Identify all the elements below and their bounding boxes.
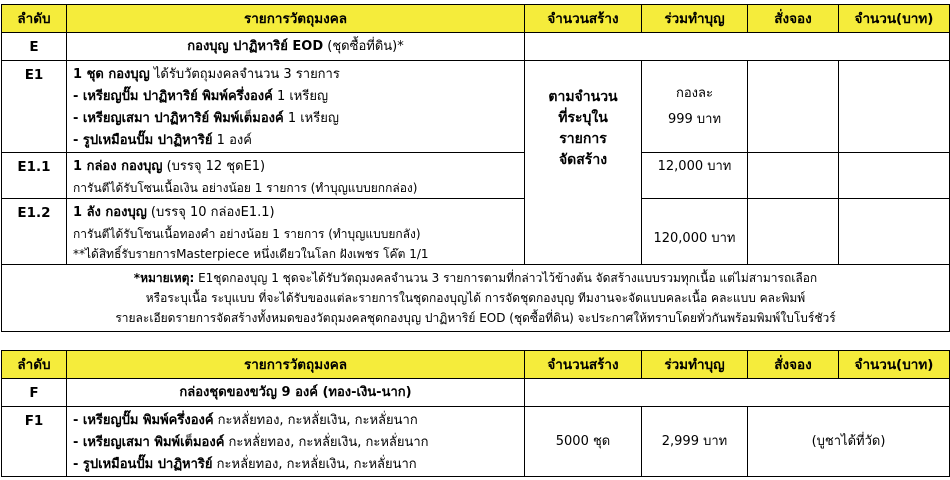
- note-line: รายละเอียดรายการจัดสร้างทั้งหมดของวัตถุมงคลชุดกองบุญ ปาฏิหาริย์ EOD (ชุดซื้อที่ดิน) จะประกาศให้ทราบโดยทั่วกันพร้อมพิมพ์ใบโบร์ชัวร์: [115, 311, 836, 325]
- qty-line: จัดสร้าง: [558, 152, 608, 168]
- order-table-e: [1, 4, 950, 332]
- table-row-e1: [2, 61, 950, 153]
- order-cell[interactable]: [748, 61, 839, 153]
- row-line: [73, 64, 518, 86]
- order-note-cell: (บูชาได้ที่วัด): [748, 407, 950, 477]
- qty-cell: [525, 61, 642, 265]
- header-row: [2, 5, 950, 33]
- row-code: E1.2: [2, 199, 67, 265]
- header-item: รายการวัตถุมงคล: [67, 351, 525, 379]
- row-line: [73, 130, 518, 152]
- note-row: [2, 265, 950, 332]
- section-blank: [525, 379, 950, 407]
- header-row: [2, 351, 950, 379]
- row-line: [73, 432, 518, 454]
- header-amount: จำนวน(บาท): [839, 5, 950, 33]
- table-row-f1: [2, 407, 950, 477]
- order-table-f: [1, 350, 950, 477]
- donate-cell: 2,999 บาท: [642, 407, 748, 477]
- header-no: ลำดับ: [2, 351, 67, 379]
- header-no: ลำดับ: [2, 5, 67, 33]
- note-line: หรือระบุเนื้อ ระบุแบบ ที่จะได้รับของแต่ละรายการในชุดกองบุญได้ การจัดชุดกองบุญ ทีมงานจะจัดแบบคละเนื้อ คละแบบ คละพิมพ์: [145, 291, 806, 305]
- donate-line: 999 บาท: [667, 111, 722, 127]
- row-line-bold: - เหรียญปั๊ม ปาฏิหาริย์ พิมพ์ครึ่งองค์: [73, 89, 273, 104]
- header-donate: ร่วมทำบุญ: [642, 5, 748, 33]
- row-line-text: 1 เหรียญ: [283, 111, 339, 126]
- row-line: [73, 86, 518, 108]
- row-line-bold: - เหรียญเสมา ปาฏิหาริย์ พิมพ์เต็มองค์: [73, 111, 284, 126]
- row-line-bold: 1 ชุด กองบุญ: [73, 67, 150, 82]
- row-line: การันตีได้รับโซนเนื้อทองคำ อย่างน้อย 1 รายการ (ทำบุญแบบยกลัง): [73, 227, 421, 241]
- note-text: E1ชุดกองบุญ 1 ชุดจะได้รับวัตถุมงคลจำนวน 3 รายการตามที่กล่าวไว้ข้างต้น จัดสร้างแบบรวมทุกเนื้อ แต่ไม่สามารถเลือก: [194, 271, 818, 285]
- row-line-text: 1 องค์: [212, 133, 252, 148]
- row-line-bold: 1 ลัง กองบุญ: [73, 205, 147, 220]
- row-line: **ได้สิทธิ์รับรายการMasterpiece หนึ่งเดียวในโลก ฝังเพชร โค๊ต 1/1: [73, 247, 429, 261]
- order-cell[interactable]: [748, 199, 839, 265]
- row-line-text: กะหลั่ยทอง, กะหลั่ยเงิน, กะหลั่ยนาก: [213, 413, 418, 428]
- amount-cell[interactable]: [839, 199, 950, 265]
- section-code: E: [2, 33, 67, 61]
- section-title-suffix: (ชุดซื้อที่ดิน)*: [323, 38, 404, 54]
- note-cell: [2, 265, 950, 332]
- row-line-text: 1 เหรียญ: [272, 89, 329, 104]
- row-line: [73, 108, 518, 130]
- row-line: [73, 202, 518, 224]
- row-line-bold: - รูปเหมือนปั๊ม ปาฏิหาริย์: [73, 457, 213, 472]
- donate-cell: 120,000 บาท: [642, 199, 748, 265]
- row-line-text: กะหลั่ยทอง, กะหลั่ยเงิน, กะหลั่ยนาก: [224, 435, 429, 450]
- donate-cell: [642, 61, 748, 153]
- header-order: สั่งจอง: [748, 351, 839, 379]
- row-line: การันตีได้รับโซนเนื้อเงิน อย่างน้อย 1 รายการ (ทำบุญแบบยกกล่อง): [73, 181, 418, 195]
- row-line-bold: - รูปเหมือนปั๊ม ปาฏิหาริย์: [73, 133, 213, 148]
- row-line-text: กะหลั่ยทอง, กะหลั่ยเงิน, กะหลั่ยนาก: [212, 457, 417, 472]
- row-description: [67, 153, 525, 199]
- row-line-text: ได้รับวัตถุมงคลจำนวน 3 รายการ: [149, 67, 340, 82]
- qty-line: รายการ: [559, 131, 607, 147]
- row-line: [73, 156, 518, 178]
- row-description: [67, 61, 525, 153]
- note-label: *หมายเหตุ:: [133, 271, 195, 285]
- donate-line: กองละ: [676, 85, 713, 101]
- header-amount: จำนวน(บาท): [839, 351, 950, 379]
- row-line: [73, 410, 518, 432]
- section-title: กล่องชุดของขวัญ 9 องค์ (ทอง-เงิน-นาก): [67, 379, 525, 407]
- donate-cell: 12,000 บาท: [642, 153, 748, 199]
- amount-cell[interactable]: [839, 61, 950, 153]
- qty-line: ตามจำนวน: [548, 89, 618, 105]
- header-donate: ร่วมทำบุญ: [642, 351, 748, 379]
- section-row-e: [2, 33, 950, 61]
- header-qty: จำนวนสร้าง: [525, 351, 642, 379]
- row-line-text: (บรรจุ 10 กล่องE1.1): [146, 205, 275, 220]
- qty-line: ที่ระบุใน: [558, 110, 608, 126]
- table-row-e1-1: [2, 153, 950, 199]
- order-cell[interactable]: [748, 153, 839, 199]
- row-code: E1.1: [2, 153, 67, 199]
- header-order: สั่งจอง: [748, 5, 839, 33]
- section-code: F: [2, 379, 67, 407]
- row-line: [73, 454, 518, 476]
- row-description: [67, 407, 525, 477]
- row-line-bold: - เหรียญเสมา พิมพ์เต็มองค์: [73, 435, 225, 450]
- section-blank: [525, 33, 950, 61]
- header-item: รายการวัตถุมงคล: [67, 5, 525, 33]
- row-code: F1: [2, 407, 67, 477]
- table-row-e1-2: [2, 199, 950, 265]
- row-line-text: (บรรจุ 12 ชุดE1): [162, 159, 266, 174]
- amount-cell[interactable]: [839, 153, 950, 199]
- header-qty: จำนวนสร้าง: [525, 5, 642, 33]
- row-line-bold: - เหรียญปั๊ม พิมพ์ครึ่งองค์: [73, 413, 214, 428]
- section-row-f: [2, 379, 950, 407]
- qty-cell: 5000 ชุด: [525, 407, 642, 477]
- section-title-bold: กองบุญ ปาฏิหาริย์ EOD: [187, 38, 324, 54]
- row-code: E1: [2, 61, 67, 153]
- row-description: [67, 199, 525, 265]
- row-line-bold: 1 กล่อง กองบุญ: [73, 159, 163, 174]
- note-line: [8, 268, 943, 288]
- section-title: [67, 33, 525, 61]
